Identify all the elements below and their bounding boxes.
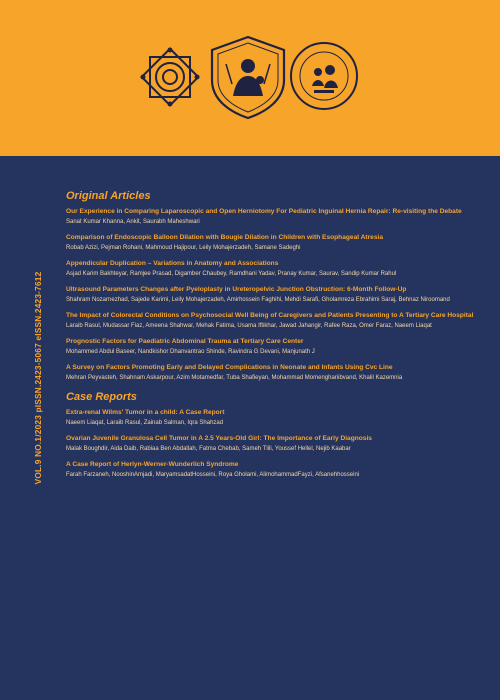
article-authors: Mohammed Abdul Baseer, Nandkishor Dhanvantrao Shinde, Ravindra G Devani, Manjunath J: [66, 348, 315, 355]
article-title[interactable]: The Impact of Colorectal Conditions on Psychosocial Well Being of Caregivers and Patients Presenting to A Tertiary Care Hospital: [66, 311, 474, 319]
article-title[interactable]: Appendicular Duplication – Variations in Anatomy and Associations: [66, 259, 279, 267]
volume-issn-text: VOL.9 NO.1/2023 pISSN.2423-5067 eISSN.2423-7612: [33, 271, 43, 485]
society-emblem-icon: [208, 34, 288, 120]
article-authors: Robab Azizi, Pejman Rohani, Mahmoud Hajipour, Leily Mohajerzadeh, Samane Sadeghi: [66, 244, 301, 251]
article-item[interactable]: [66, 286, 478, 304]
article-item[interactable]: [66, 338, 478, 356]
article-title[interactable]: Our Experience in Comparing Laparoscopic and Open Herniotomy For Pediatric Inguinal Hernia Repair: Re-visiting the Debate: [66, 208, 462, 215]
article-item[interactable]: [66, 234, 478, 252]
article-title[interactable]: Ultrasound Parameters Changes after Pyeloplasty in Ureteropelvic Junction Obstruction: 6-Month Follow-Up: [66, 285, 407, 293]
original-articles-heading: Original Articles: [66, 190, 151, 202]
article-title[interactable]: Ovarian Juvenile Granulosa Cell Tumor in A 2.5 Years-Old Girl: The Importance of Early Diagnosis: [66, 434, 372, 442]
article-item[interactable]: [66, 435, 478, 453]
article-title[interactable]: Prognostic Factors for Paediatric Abdominal Trauma at Tertiary Care Center: [66, 337, 304, 345]
article-authors: Shahram Nozarnezhad, Sajede Karimi, Leily Mohajerzadeh, Amirhossein Faghihi, Mehdi Sarafi, Gholamreza Ebrahimi Saraj, Behnaz Niroomand: [66, 296, 450, 303]
article-authors: Asjad Karim Bakhteyar, Ramjee Prasad, Digamber Chaubey, Ramdhani Yadav, Pranay Kumar, Saurav, Sandip Kumar Rahul: [66, 270, 397, 277]
article-item[interactable]: [66, 208, 478, 226]
table-of-contents: [66, 190, 478, 487]
article-authors: Mehran Peyvasteh, Shahnam Askarpour, Azim Motamedfar, Tuba Shafieyan, Mohammad Momenghariibvand, Khalil Kazemnia: [66, 374, 403, 381]
article-item[interactable]: [66, 461, 478, 479]
article-title[interactable]: Extra-renal Wilms' Tumor in a child: A Case Report: [66, 408, 225, 416]
article-authors: Naeem Liaqat, Laraib Rasul, Zainab Salman, Iqra Shahzad: [66, 419, 224, 426]
article-authors: Malak Boughdir, Aida Daib, Rabiaa Ben Abdallah, Fatma Chebab, Sameh Tlili, Youssef Hellel, Nejib Kaabar: [66, 445, 351, 452]
article-title[interactable]: Comparison of Endoscopic Balloon Dilation with Bougie Dilation in Children with Esophageal Atresia: [66, 233, 384, 241]
article-item[interactable]: [66, 364, 478, 382]
article-item[interactable]: [66, 312, 478, 330]
header-band: [0, 0, 500, 156]
article-authors: Farah Farzaneh, NooshinAmjadi, MaryamsadatHosseini, Roya Gholami, AlimohammadFayzi, Afsanehhosseini: [66, 471, 360, 478]
article-authors: Sanat Kumar Khanna, Ankit, Saurabh Maheshwari: [66, 218, 200, 225]
article-item[interactable]: [66, 260, 478, 278]
article-title[interactable]: A Survey on Factors Promoting Early and Delayed Complications in Neonate and Infants Using Cvc Line: [66, 363, 393, 371]
volume-issn-strip: [30, 168, 46, 588]
university-seal-icon: [135, 42, 205, 112]
article-authors: Laraib Rasul, Mudassar Fiaz, Ameena Shahwar, Mehak Fatima, Usama Iftikhar, Jawad Jahangir, Rafee Raza, Omer Faraz, Naeem Liaqat: [66, 322, 432, 329]
pirc-emblem-icon: [288, 40, 360, 112]
article-title[interactable]: A Case Report of Herlyn-Werner-Wunderlich Syndrome: [66, 460, 239, 468]
case-reports-heading: Case Reports: [66, 390, 137, 403]
logo-row: [0, 34, 500, 124]
article-item[interactable]: [66, 409, 478, 427]
